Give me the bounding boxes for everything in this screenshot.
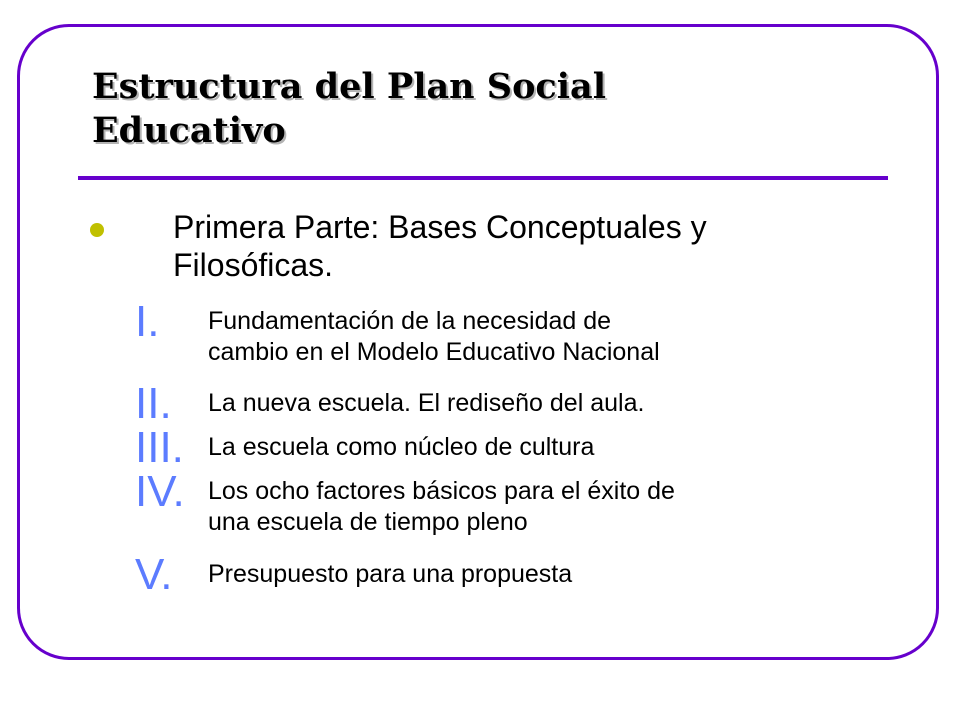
list-item-line: La nueva escuela. El rediseño del aula. — [208, 389, 645, 417]
list-item-line: La escuela como núcleo de cultura — [208, 433, 595, 461]
list-item — [135, 379, 895, 428]
list-item-text — [208, 388, 898, 419]
main-point-line: Filosóficas. — [173, 247, 334, 283]
main-point-line: Primera Parte: Bases Conceptuales y — [173, 209, 707, 245]
list-item-line: una escuela de tiempo pleno — [208, 508, 528, 536]
list-item-text — [208, 306, 898, 368]
list-item-line: Presupuesto para una propuesta — [208, 560, 573, 588]
list-item-line: Los ocho factores básicos para el éxito de — [208, 477, 675, 505]
bullet-dot-icon — [90, 223, 104, 237]
title-divider — [78, 176, 888, 180]
list-item — [135, 550, 895, 599]
list-numeral: II. — [135, 379, 172, 428]
list-item-text — [208, 432, 898, 463]
main-point — [173, 208, 893, 284]
list-item — [135, 297, 895, 366]
title-line: Estructura del Plan Social — [92, 66, 607, 107]
list-item — [135, 423, 895, 472]
list-item-line: Fundamentación de la necesidad de — [208, 307, 612, 335]
list-item-text — [208, 559, 898, 590]
list-numeral: IV. — [135, 467, 185, 516]
list-numeral: III. — [135, 423, 184, 472]
list-item-text — [208, 476, 898, 538]
list-item-line: cambio en el Modelo Educativo Nacional — [208, 338, 660, 366]
list-item — [135, 467, 895, 536]
slide-title — [92, 65, 872, 153]
list-numeral: I. — [135, 297, 160, 346]
list-numeral: V. — [135, 550, 173, 599]
title-line: Educativo — [92, 110, 286, 151]
